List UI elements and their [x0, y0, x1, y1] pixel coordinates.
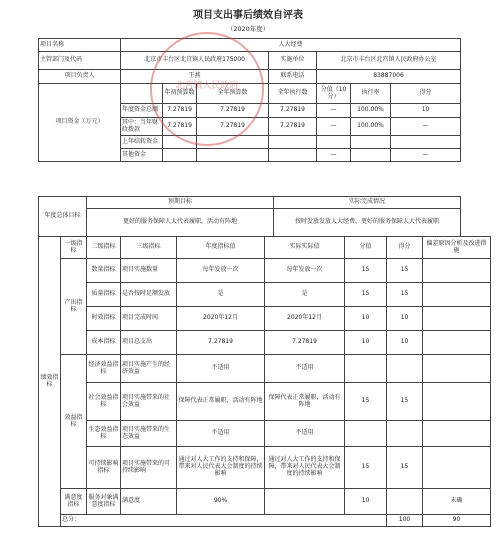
- ind-header-5: 分值: [345, 237, 387, 259]
- unit-value: 北京市丰台区北宫镇人民政府办公室: [317, 52, 461, 70]
- ind-score: 15: [345, 259, 387, 283]
- ind-l3: 项目实施带来的可持续影响: [121, 447, 177, 489]
- ind-l3: 满意度: [121, 489, 177, 515]
- ind-l2: 时效指标: [87, 307, 121, 331]
- goal-table: [38, 196, 461, 237]
- funds-row-v3: 7.27819: [269, 104, 317, 118]
- funds-row-score: —: [317, 104, 351, 118]
- ind-header-4: 实际实际值: [265, 237, 345, 259]
- ind-got: 15: [387, 447, 423, 489]
- label-dept: 主管部门及代码: [39, 52, 121, 70]
- label-unit: 实施单位: [269, 52, 317, 70]
- label-effect: 效益指标: [61, 355, 87, 489]
- official-seal: 北宫镇人民政府: [150, 32, 264, 146]
- label-phone: 联系电话: [269, 70, 317, 84]
- ind-score: 15: [345, 283, 387, 307]
- leader-value: 王燕: [121, 70, 269, 84]
- ind-got: [387, 355, 423, 383]
- ind-l2: 可持续影响指标: [87, 447, 121, 489]
- ind-l3: 项目完成时间: [121, 307, 177, 331]
- funds-row-name: 上年结转资金: [121, 136, 163, 149]
- ind-score: 15: [345, 447, 387, 489]
- funds-row-rate: [351, 136, 391, 149]
- funds-row-v3: 7.27819: [269, 118, 317, 136]
- label-actual: 实际完成情况: [274, 197, 461, 209]
- ind-score: 15: [345, 383, 387, 421]
- ind-actual: 是: [265, 283, 345, 307]
- funds-row-v2: [197, 149, 269, 162]
- goal-actual: 按时发放发放人大经费，更好的服务保障人大代表履职: [274, 209, 461, 237]
- label-satisfaction: 满意度指标: [61, 489, 87, 515]
- funds-row-name: 年度资金总额: [121, 104, 163, 118]
- ind-got: [387, 489, 423, 515]
- total-got: 90: [423, 515, 491, 527]
- ind-score: 10: [345, 307, 387, 331]
- label-project-name: 项目名称: [39, 39, 121, 52]
- funds-row-rate: 100.00%: [351, 118, 391, 136]
- ind-score: 10: [345, 331, 387, 355]
- funds-row-score: [317, 136, 351, 149]
- funds-row-name: 其他资金: [121, 149, 163, 162]
- funds-row-got: [391, 136, 461, 149]
- ind-l2: 服务对象满意度指标: [87, 489, 121, 515]
- funds-row-rate: 100.00%: [351, 104, 391, 118]
- ind-got: 15: [387, 283, 423, 307]
- ind-l3: 项目实施产生的经济效益: [121, 355, 177, 383]
- ind-actual: 不适用: [265, 355, 345, 383]
- ind-actual: 保障代表正常履职，活动有阵地: [265, 383, 345, 421]
- ind-note: 未确: [423, 489, 491, 515]
- indicators-table: [38, 236, 491, 527]
- ind-actual: 7.27819: [265, 331, 345, 355]
- ind-header-7: 偏差原因分析及改进措施: [423, 237, 491, 259]
- funds-header-h0: 年初预算数: [163, 84, 197, 104]
- ind-l3: 项目实施带来的社会效益: [121, 383, 177, 421]
- funds-row-v1: 7.27819: [163, 118, 197, 136]
- funds-row-got: —: [391, 118, 461, 136]
- ind-l2: 成本指标: [87, 331, 121, 355]
- total-label: 总分：: [61, 515, 387, 527]
- ind-l2: 生态效益指标: [87, 421, 121, 447]
- label-output: 产出指标: [61, 259, 87, 355]
- ind-got: 15: [387, 383, 423, 421]
- label-leader: 项目负责人: [39, 70, 121, 84]
- ind-target: 7.27819: [177, 331, 265, 355]
- phone-value: 83887006: [317, 70, 461, 84]
- goal-expected: 更好的服务保障人大代表履职，活动有阵地: [87, 209, 274, 237]
- ind-target: 通过对人大工作的支持和保障，带来对人民代表大会制度的持续影响: [177, 447, 265, 489]
- ind-note: [423, 259, 491, 283]
- funds-header-h3: 分值（10分）: [317, 84, 351, 104]
- ind-actual: 2020年12月: [265, 307, 345, 331]
- ind-l3: 项目实施数量: [121, 259, 177, 283]
- ind-actual: [265, 489, 345, 515]
- ind-l2: 经济效益指标: [87, 355, 121, 383]
- label-funds: 项目资金（万元）: [39, 84, 121, 162]
- label-goal: 年度总体目标: [39, 197, 87, 237]
- ind-actual: 通过对人大工作的支持和保障，带来对人民代表大会制度的持续影响: [265, 447, 345, 489]
- ind-score: [345, 421, 387, 447]
- ind-note: [423, 447, 491, 489]
- ind-l2: 数量指标: [87, 259, 121, 283]
- funds-row-score: —: [317, 118, 351, 136]
- ind-target: 每年发放一次: [177, 259, 265, 283]
- label-expected: 预期目标: [87, 197, 274, 209]
- ind-got: [387, 421, 423, 447]
- form-title: 项目支出事后绩效自评表: [193, 10, 303, 21]
- ind-header-1: 二级指标: [87, 237, 121, 259]
- funds-row-name: 其中：当年财政拨款: [121, 118, 163, 136]
- ind-got: 10: [387, 331, 423, 355]
- label-perf: 绩效指标: [39, 237, 61, 527]
- ind-score: 10: [345, 489, 387, 515]
- funds-row-v2: 7.27819: [197, 118, 269, 136]
- ind-header-3: 年度指标值: [177, 237, 265, 259]
- ind-header-0: 一级指标: [61, 237, 87, 259]
- funds-row-rate: [351, 149, 391, 162]
- ind-note: [423, 331, 491, 355]
- funds-row-v3: [269, 136, 317, 149]
- funds-row-score: —: [317, 149, 351, 162]
- ind-target: 不适用: [177, 421, 265, 447]
- ind-note: [423, 421, 491, 447]
- ind-header-2: 三级指标: [121, 237, 177, 259]
- ind-score: [345, 355, 387, 383]
- ind-target: 不适用: [177, 355, 265, 383]
- ind-l2: 社会效益指标: [87, 383, 121, 421]
- ind-note: [423, 383, 491, 421]
- ind-target: 保障代表正常履职，活动有阵地: [177, 383, 265, 421]
- ind-l3: 项目总支出: [121, 331, 177, 355]
- ind-note: [423, 283, 491, 307]
- funds-row-v1: [163, 149, 197, 162]
- funds-header-h1: 全年预算数: [197, 84, 269, 104]
- funds-row-got: 10: [391, 104, 461, 118]
- ind-l3: 项目实施带来的生态效益: [121, 421, 177, 447]
- ind-note: [423, 355, 491, 383]
- project-name: 人大经费: [121, 39, 461, 52]
- ind-actual: 不适用: [265, 421, 345, 447]
- funds-row-v2: 7.27819: [197, 104, 269, 118]
- funds-header-h2: 全年执行数: [269, 84, 317, 104]
- ind-target: 2020年12月: [177, 307, 265, 331]
- funds-row-v1: 7.27819: [163, 104, 197, 118]
- total-score: 100: [387, 515, 423, 527]
- ind-header-6: 得分: [387, 237, 423, 259]
- funds-row-got: —: [391, 149, 461, 162]
- ind-target: 是: [177, 283, 265, 307]
- ind-note: [423, 307, 491, 331]
- dept-value: 北京市丰台区北宫镇人民政府175000: [121, 52, 269, 70]
- ind-actual: 每年发放一次: [265, 259, 345, 283]
- ind-target: 90%: [177, 489, 265, 515]
- form-year: （2020年度）: [226, 25, 270, 33]
- funds-header-h5: 得分: [391, 84, 461, 104]
- ind-l2: 质量指标: [87, 283, 121, 307]
- ind-got: 15: [387, 259, 423, 283]
- funds-header-h4: 执行率: [351, 84, 391, 104]
- ind-l3: 是否按时足额发放: [121, 283, 177, 307]
- ind-got: 10: [387, 307, 423, 331]
- funds-row-v3: [269, 149, 317, 162]
